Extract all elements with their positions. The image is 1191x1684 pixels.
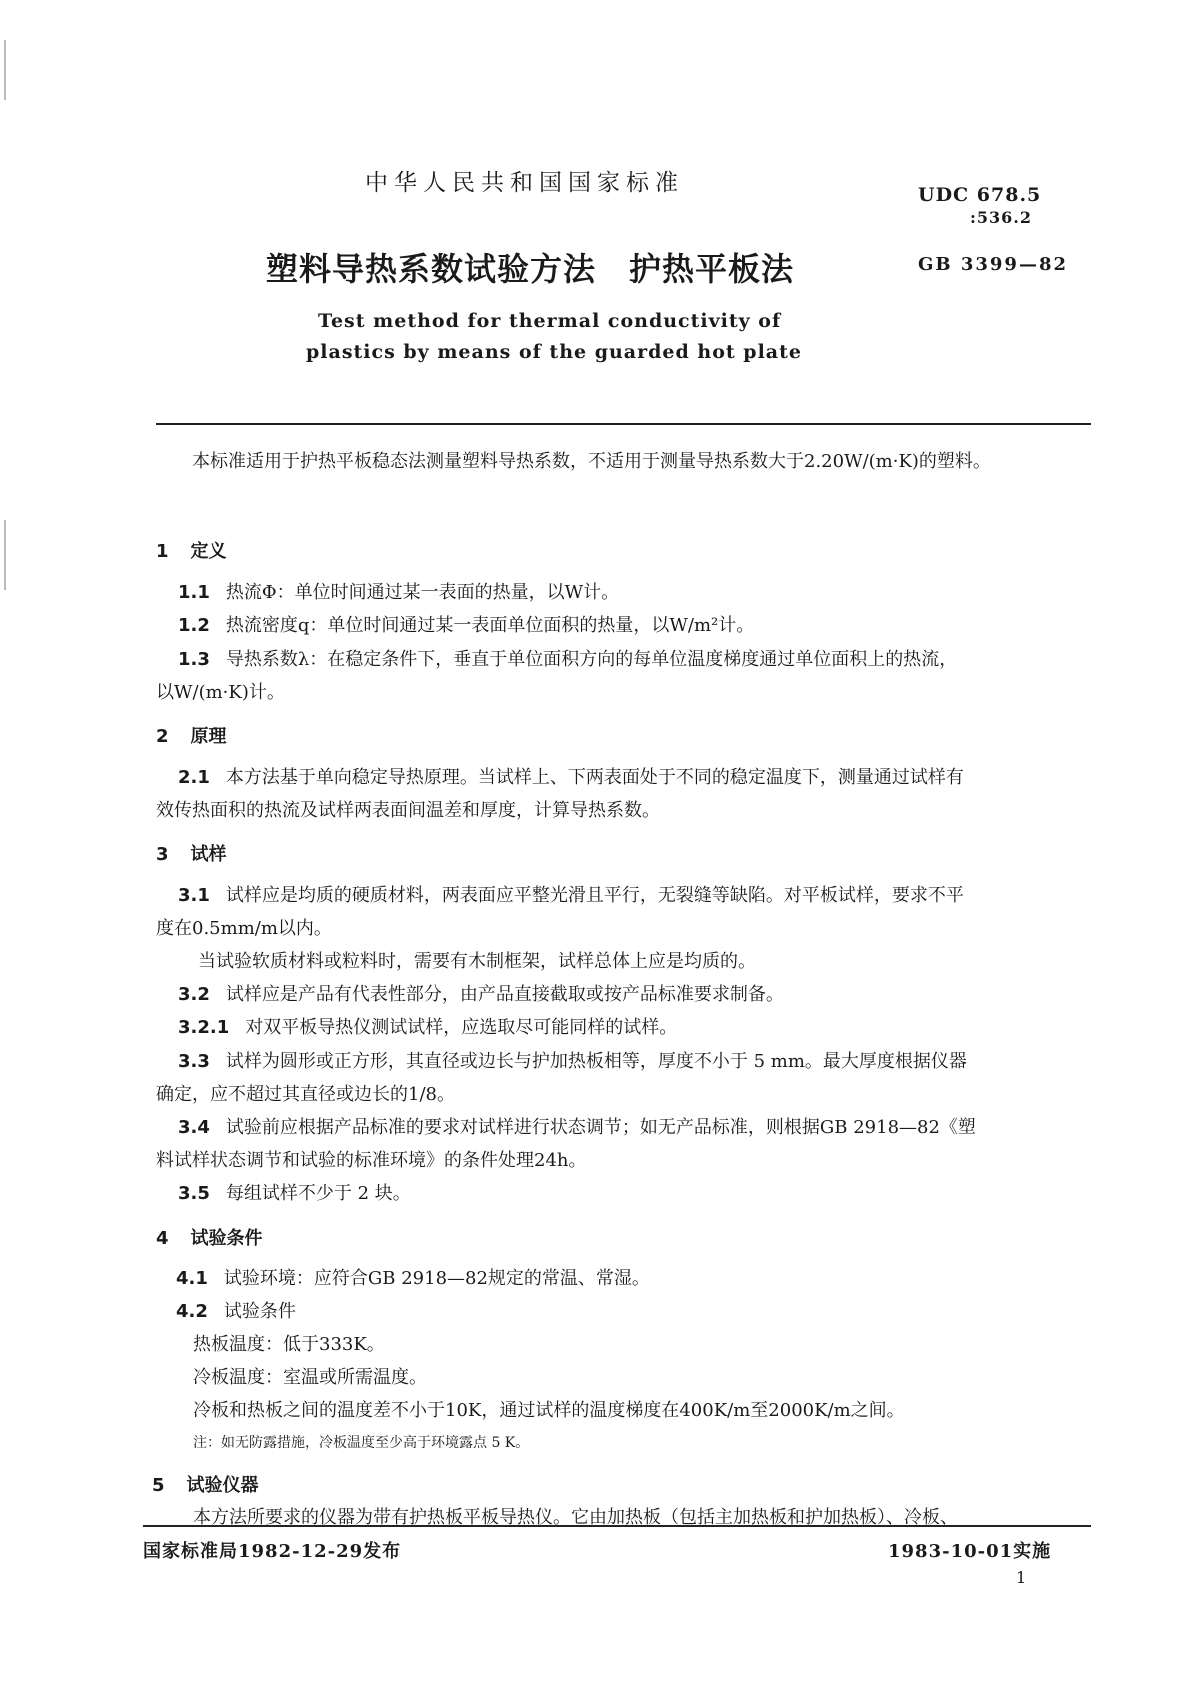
clause-text: 导热系数λ：在稳定条件下，垂直于单位面积方向的每单位温度梯度通过单位面积上的热流， — [225, 649, 958, 670]
clause-number: 3.1 — [178, 885, 210, 906]
section-5-text: 本方法所要求的仪器为带有护热板平板导热仪。它由加热板（包括主加热板和护加热板）、冷板、 — [193, 1507, 958, 1528]
section-heading — [156, 722, 227, 748]
clause-text: 试验前应根据产品标准的要求对试样进行状态调节；如无产品标准，则根据GB 2918—82《塑 — [225, 1117, 976, 1138]
footer-divider — [143, 1525, 1091, 1527]
clause-1-2 — [178, 611, 754, 637]
clause-number: 3.4 — [178, 1117, 210, 1138]
clause-text: 热流Φ：单位时间通过某一表面的热量，以W计。 — [225, 582, 620, 603]
scan-margin-mark — [4, 520, 6, 590]
clause-text: 试样应是均质的硬质材料，两表面应平整光滑且平行，无裂缝等缺陷。对平板试样，要求不平 — [225, 885, 964, 906]
clause-continuation: 料试样状态调节和试验的标准环境》的条件处理24h。 — [156, 1150, 587, 1171]
clause-3-3 — [178, 1047, 967, 1073]
section-number: 1 — [156, 541, 169, 562]
section-title: 原理 — [190, 726, 227, 747]
clause-3-2 — [178, 980, 784, 1006]
scan-margin-mark — [4, 40, 6, 100]
section-title: 试验仪器 — [186, 1475, 259, 1496]
section-number: 5 — [152, 1475, 165, 1496]
clause-text: 每组试样不少于 2 块。 — [225, 1183, 411, 1204]
clause-continuation: 度在0.5mm/m以内。 — [156, 918, 332, 939]
clause-continuation: 以W/(m·K)计。 — [156, 682, 285, 703]
section-title: 试验条件 — [190, 1228, 263, 1249]
clause-1-3 — [178, 645, 957, 671]
clause-continuation: 效传热面积的热流及试样两表面间温差和厚度，计算导热系数。 — [156, 800, 660, 821]
clause-number: 3.5 — [178, 1183, 210, 1204]
clause-4-2 — [176, 1297, 296, 1323]
clause-number: 3.2 — [178, 984, 210, 1005]
condition-line: 热板温度：低于333K。 — [193, 1334, 385, 1355]
title-english-line-1: Test method for thermal conductivity of — [318, 310, 782, 332]
clause-extra: 当试验软质材料或粒料时，需要有木制框架，试样总体上应是均质的。 — [198, 951, 756, 972]
udc-code: UDC 678.5 — [918, 184, 1042, 206]
intro-paragraph: 本标准适用于护热平板稳态法测量塑料导热系数，不适用于测量导热系数大于2.20W/(m·K)的塑料。 — [192, 451, 991, 472]
clause-2-1 — [178, 763, 964, 789]
clause-text: 对双平板导热仪测试试样，应选取尽可能同样的试样。 — [245, 1017, 678, 1038]
effective-date: 1983-10-01实施 — [888, 1541, 1052, 1562]
clause-number: 1.3 — [178, 649, 210, 670]
section-number: 3 — [156, 844, 169, 865]
page-number: 1 — [1016, 1568, 1027, 1587]
note: 注：如无防露措施，冷板温度至少高于环境露点 5 K。 — [193, 1435, 530, 1451]
clause-3-2-1 — [178, 1013, 677, 1039]
clause-text: 热流密度q：单位时间通过某一表面单位面积的热量，以W/m²计。 — [225, 615, 755, 636]
clause-continuation: 确定，应不超过其直径或边长的1/8。 — [156, 1084, 455, 1105]
gb-code: GB 3399—82 — [918, 254, 1068, 275]
clause-text: 试验条件 — [223, 1301, 296, 1322]
section-title: 试样 — [190, 844, 227, 865]
issue-date: 国家标准局1982-12-29发布 — [143, 1541, 402, 1562]
clause-1-1 — [178, 578, 619, 604]
clause-number: 4.2 — [176, 1301, 208, 1322]
clause-3-5 — [178, 1179, 411, 1205]
title-english-line-2: plastics by means of the guarded hot plate — [306, 341, 802, 363]
section-title: 定义 — [190, 541, 227, 562]
condition-line: 冷板和热板之间的温度差不小于10K，通过试样的温度梯度在400K/m至2000K/m之间。 — [193, 1400, 905, 1421]
clause-text: 试验环境：应符合GB 2918—82规定的常温、常湿。 — [223, 1268, 650, 1289]
clause-number: 3.2.1 — [178, 1017, 230, 1038]
clause-number: 2.1 — [178, 767, 210, 788]
clause-number: 4.1 — [176, 1268, 208, 1289]
section-heading — [152, 1471, 259, 1497]
clause-text: 本方法基于单向稳定导热原理。当试样上、下两表面处于不同的稳定温度下，测量通过试样有 — [225, 767, 964, 788]
clause-number: 1.2 — [178, 615, 210, 636]
clause-text: 试样应是产品有代表性部分，由产品直接截取或按产品标准要求制备。 — [225, 984, 784, 1005]
clause-number: 3.3 — [178, 1051, 210, 1072]
standard-header: 中华人民共和国国家标准 — [365, 170, 684, 196]
clause-3-4 — [178, 1113, 976, 1139]
section-heading — [156, 537, 227, 563]
clause-3-1 — [178, 881, 964, 907]
condition-line: 冷板温度：室温或所需温度。 — [193, 1367, 427, 1388]
section-number: 4 — [156, 1228, 169, 1249]
section-number: 2 — [156, 726, 169, 747]
section-heading — [156, 1224, 263, 1250]
clause-4-1 — [176, 1264, 650, 1290]
section-heading — [156, 840, 227, 866]
header-divider — [156, 423, 1091, 425]
clause-number: 1.1 — [178, 582, 210, 603]
page-title: 塑料导热系数试验方法 护热平板法 — [266, 250, 795, 288]
clause-text: 试样为圆形或正方形，其直径或边长与护加热板相等，厚度不小于 5 mm。最大厚度根据仪器 — [225, 1051, 967, 1072]
udc-code-sub: :536.2 — [970, 208, 1033, 227]
